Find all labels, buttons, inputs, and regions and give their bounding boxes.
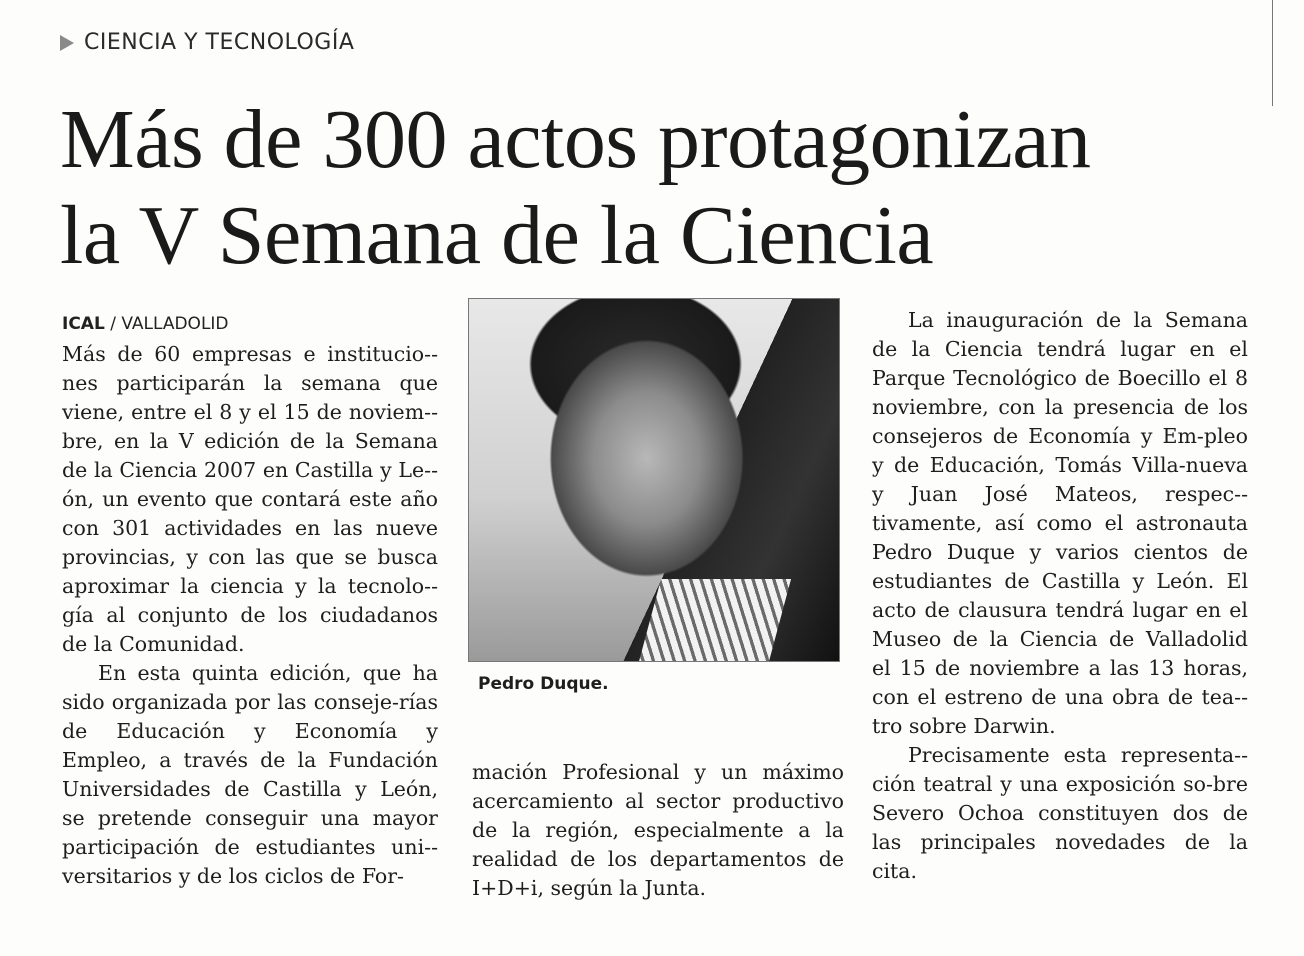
- play-arrow-icon: [60, 35, 74, 51]
- byline: [62, 314, 229, 334]
- photo-caption: Pedro Duque.: [478, 674, 609, 694]
- section-label-text: CIENCIA Y TECNOLOGÍA: [84, 30, 355, 55]
- paragraph: Más de 60 empresas e institucio-nes participarán la semana que viene, entre el 8 y el 15 de noviem-bre, en la V edición de la Semana de la Ciencia 2007 en Castilla y Le-ón, un evento que contará este año con 301 actividades en las nueve provincias, y con las que se busca aproximar la ciencia y la tecnolo-gía al conjunto de los ciudadanos de la Comunidad.: [62, 342, 438, 656]
- article-column-2: [472, 758, 844, 903]
- article-column-1: [62, 340, 438, 891]
- article-headline: [60, 92, 1260, 284]
- article-column-3: [872, 306, 1248, 886]
- page-edge-rule: [1272, 0, 1273, 106]
- headline-line-2: la V Semana de la Ciencia: [60, 189, 934, 282]
- paragraph: En esta quinta edición, que ha sido organizada por las conseje-rías de Educación y Economía y Empleo, a través de la Fundación Universidades de Castilla y León, se pretende conseguir una mayor participación de estudiantes uni-versitarios y de los ciclos de For-: [62, 661, 438, 888]
- paragraph: La inauguración de la Semana de la Ciencia tendrá lugar en el Parque Tecnológico de Boecillo el 8 noviembre, con la presencia de los consejeros de Economía y Em-pleo y de Educación, Tomás Villa-nueva y Juan José Mateos, respec-tivamente, así como el astronauta Pedro Duque y varios cientos de estudiantes de Castilla y León. El acto de clausura tendrá lugar en el Museo de la Ciencia de Valladolid el 15 de noviembre a las 13 horas, con el estreno de una obra de tea-tro sobre Darwin.: [872, 308, 1248, 738]
- headline-line-1: Más de 300 actos protagonizan: [60, 93, 1091, 186]
- paragraph: mación Profesional y un máximo acercamiento al sector productivo de la región, especialmente a la realidad de los departamentos de I+D+i, según la Junta.: [472, 760, 844, 900]
- byline-location: / VALLADOLID: [110, 314, 229, 334]
- byline-agency: ICAL: [62, 314, 105, 334]
- paragraph: Precisamente esta representa-ción teatral y una exposición so-bre Severo Ochoa constituyen dos de las principales novedades de la cita.: [872, 743, 1248, 883]
- section-label: [60, 30, 354, 55]
- photo-shirt-detail: [637, 579, 791, 662]
- portrait-photo: [468, 298, 840, 662]
